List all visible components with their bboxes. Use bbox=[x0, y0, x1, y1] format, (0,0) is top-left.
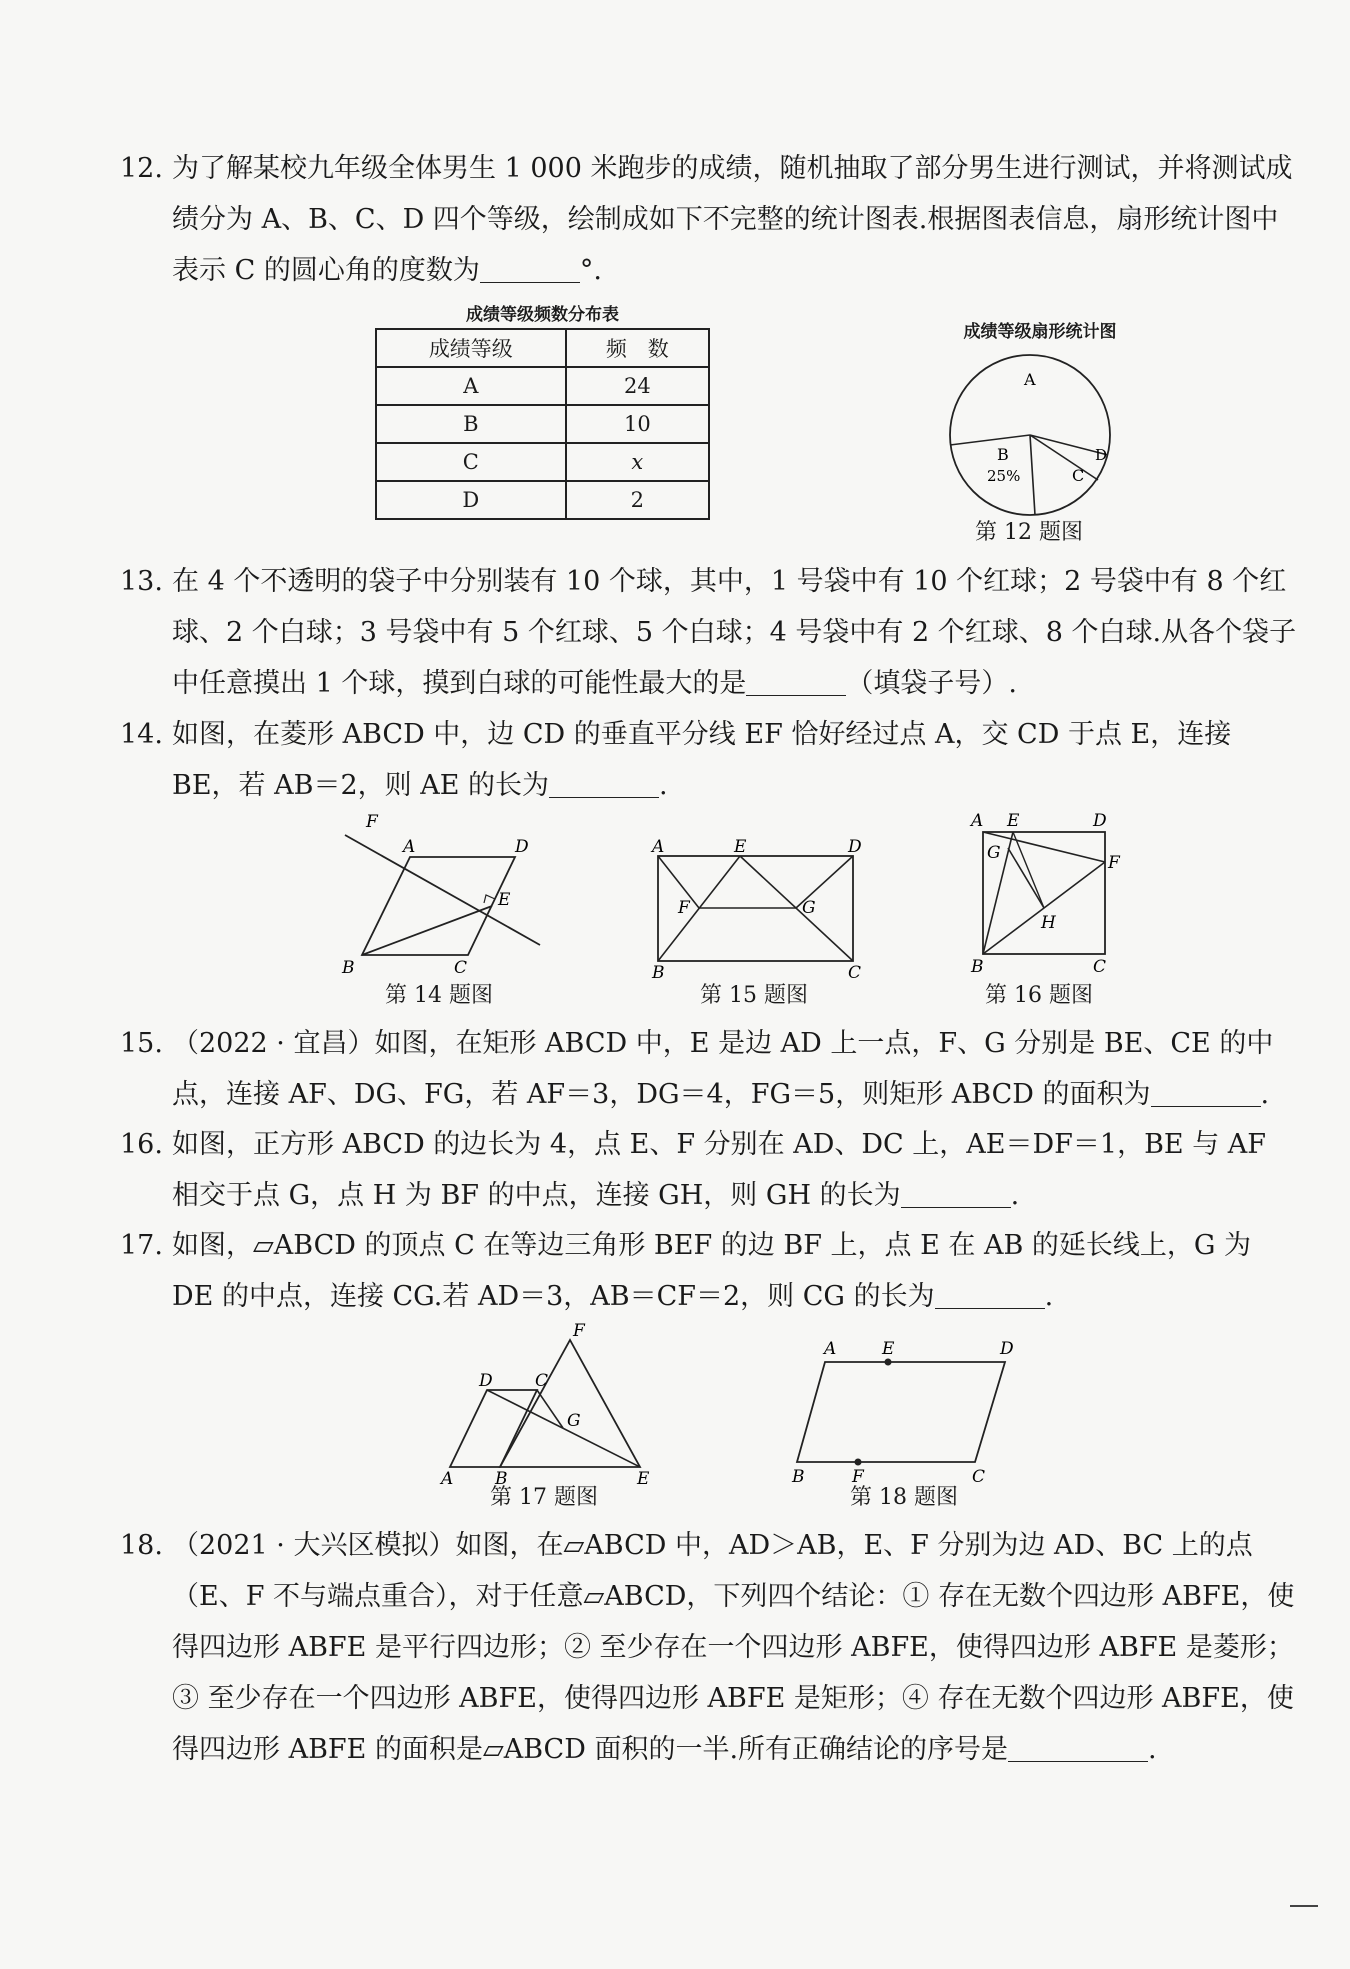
figure-16 bbox=[965, 810, 1120, 980]
label-g: G bbox=[987, 843, 1001, 863]
page-edge-mark bbox=[1290, 1905, 1318, 1907]
label-f: F bbox=[366, 812, 378, 832]
figure-17 bbox=[435, 1321, 655, 1489]
label-f: F bbox=[678, 898, 690, 918]
label-e: E bbox=[637, 1469, 650, 1489]
rhombus-abcd bbox=[362, 857, 515, 955]
label-b: B bbox=[652, 963, 665, 983]
question-14: 14. 如图，在菱形 ABCD 中，边 CD 的垂直平分线 EF 恰好经过点 A，交 CD 于点 E，连接 BE，若 AB＝2，则 AE 的长为 . bbox=[172, 709, 1297, 811]
label-a: A bbox=[971, 811, 984, 831]
label-f: F bbox=[852, 1467, 864, 1487]
pie-label-c: C bbox=[1072, 466, 1085, 485]
table-row bbox=[376, 405, 709, 443]
figure-caption: 第 15 题图 bbox=[700, 983, 808, 1008]
question-text: 如图，在菱形 ABCD 中，边 CD 的垂直平分线 EF 恰好经过点 A，交 CD 于点 E，连接 BE，若 AB＝2，则 AE 的长为 bbox=[172, 719, 1232, 801]
answer-blank[interactable] bbox=[746, 665, 846, 696]
label-a: A bbox=[824, 1339, 837, 1359]
label-a: A bbox=[652, 837, 665, 857]
point-e bbox=[885, 1359, 892, 1366]
pie-label-d: D bbox=[1095, 446, 1108, 464]
label-e: E bbox=[1007, 811, 1020, 831]
table-header-cell: 成绩等级 bbox=[376, 329, 566, 367]
answer-blank[interactable] bbox=[549, 767, 659, 798]
answer-blank[interactable] bbox=[935, 1278, 1045, 1309]
triangle-bef bbox=[500, 1340, 640, 1467]
figure-15 bbox=[650, 837, 865, 983]
segment-gh bbox=[1008, 848, 1044, 908]
label-e: E bbox=[882, 1339, 895, 1359]
answer-blank[interactable] bbox=[1008, 1731, 1148, 1762]
parallelogram-abcd bbox=[450, 1390, 537, 1467]
label-g: G bbox=[567, 1411, 581, 1431]
label-d: D bbox=[1000, 1339, 1014, 1359]
figure-18 bbox=[780, 1335, 1020, 1487]
table-cell: C bbox=[376, 443, 566, 481]
figure-caption: 第 17 题图 bbox=[490, 1485, 598, 1510]
pie-title: 成绩等级扇形统计图 bbox=[963, 322, 1117, 342]
question-number: 18. bbox=[120, 1530, 163, 1561]
question-13: 13. 在 4 个不透明的袋子中分别装有 10 个球，其中，1 号袋中有 10 个红球；2 号袋中有 8 个红球、2 个白球；3 号袋中有 5 个红球、5 个白球；4 号袋中有 2 个红球、8 个白球.从各个袋子中任意摸出 1 个球，摸到白球的可能性最大的是 （填袋子号）. bbox=[172, 556, 1297, 709]
label-a: A bbox=[403, 837, 416, 857]
label-d: D bbox=[848, 837, 862, 857]
question-number: 16. bbox=[120, 1129, 163, 1160]
question-number: 15. bbox=[120, 1028, 163, 1059]
label-d: D bbox=[1093, 811, 1107, 831]
table-header-row bbox=[376, 329, 709, 367]
question-text: （2021 · 大兴区模拟）如图，在▱ABCD 中，AD＞AB，E、F 分别为边 AD、BC 上的点（E、F 不与端点重合），对于任意▱ABCD，下列四个结论：① 存在无数个四边形 ABFE，使得四边形 ABFE 是平行四边形；② 至少存在一个四边形 ABFE，使得四边形 ABFE 是菱形；③ 至少存在一个四边形 ABFE，使得四边形 ABFE 是矩形；④ 存在无数个四边形 ABFE，使得四边形 ABFE 的面积是▱ABCD 面积的一半.所有正确结论的序号是 bbox=[172, 1530, 1295, 1765]
question-15: 15. （2022 · 宜昌）如图，在矩形 ABCD 中，E 是边 AD 上一点，F、G 分别是 BE、CE 的中点，连接 AF、DG、FG，若 AF＝3，DG＝4，FG＝5，则矩形 ABCD 的面积为 . bbox=[172, 1018, 1297, 1120]
label-b: B bbox=[792, 1467, 805, 1487]
figure-caption: 第 12 题图 bbox=[975, 520, 1083, 545]
question-12: 12. 为了解某校九年级全体男生 1 000 米跑步的成绩，随机抽取了部分男生进行测试，并将测试成绩分为 A、B、C、D 四个等级，绘制成如下不完整的统计图表.根据图表信息，扇形统计图中表示 C 的圆心角的度数为 °. bbox=[172, 143, 1297, 296]
label-b: B bbox=[495, 1469, 508, 1489]
label-c: C bbox=[972, 1467, 986, 1487]
label-d: D bbox=[479, 1371, 493, 1391]
segment-de bbox=[487, 1390, 640, 1467]
question-number: 13. bbox=[120, 566, 163, 597]
answer-blank[interactable] bbox=[901, 1177, 1011, 1208]
label-a: A bbox=[441, 1469, 454, 1489]
label-b: B bbox=[342, 958, 355, 978]
table-cell: 10 bbox=[566, 405, 709, 443]
frequency-table bbox=[375, 328, 710, 520]
table-cell: 24 bbox=[566, 367, 709, 405]
label-c: C bbox=[1093, 957, 1107, 977]
segment-af bbox=[983, 832, 1105, 862]
label-e: E bbox=[734, 837, 747, 857]
question-number: 12. bbox=[120, 153, 163, 184]
label-e: E bbox=[498, 890, 511, 910]
label-c: C bbox=[848, 963, 862, 983]
pie-label-a: A bbox=[1024, 370, 1036, 389]
question-17: 17. 如图，▱ABCD 的顶点 C 在等边三角形 BEF 的边 BF 上，点 E 在 AB 的延长线上，G 为 DE 的中点，连接 CG.若 AD＝3，AB＝CF＝2，则 CG 的长为 . bbox=[172, 1220, 1297, 1322]
table-row bbox=[376, 443, 709, 481]
question-text: （2022 · 宜昌）如图，在矩形 ABCD 中，E 是边 AD 上一点，F、G 分别是 BE、CE 的中点，连接 AF、DG、FG，若 AF＝3，DG＝4，FG＝5，则矩形 ABCD 的面积为 bbox=[172, 1028, 1274, 1110]
table-cell: x bbox=[566, 443, 709, 481]
label-f: F bbox=[573, 1321, 585, 1341]
pie-label-b-percent: 25% bbox=[987, 467, 1021, 485]
question-text: 如图，正方形 ABCD 的边长为 4，点 E、F 分别在 AD、DC 上，AE＝DF＝1，BE 与 AF 相交于点 G，点 H 为 BF 的中点，连接 GH，则 GH 的长为 bbox=[172, 1129, 1267, 1211]
question-text: 在 4 个不透明的袋子中分别装有 10 个球，其中，1 号袋中有 10 个红球；2 号袋中有 8 个红球、2 个白球；3 号袋中有 5 个红球、5 个白球；4 号袋中有 2 个红球、8 个白球.从各个袋子中任意摸出 1 个球，摸到白球的可能性最大的是 bbox=[172, 566, 1297, 699]
table-cell: D bbox=[376, 481, 566, 519]
label-g: G bbox=[802, 898, 816, 918]
answer-blank[interactable] bbox=[1151, 1076, 1261, 1107]
figure-14 bbox=[340, 812, 560, 980]
table-cell: 2 bbox=[566, 481, 709, 519]
figure-caption: 第 14 题图 bbox=[385, 983, 493, 1008]
square-abcd bbox=[983, 832, 1105, 954]
parallelogram-abcd bbox=[797, 1362, 1005, 1462]
table-header-cell: 频 数 bbox=[566, 329, 709, 367]
question-text: 如图，▱ABCD 的顶点 C 在等边三角形 BEF 的边 BF 上，点 E 在 AB 的延长线上，G 为 DE 的中点，连接 CG.若 AD＝3，AB＝CF＝2，则 CG 的长为 bbox=[172, 1230, 1252, 1312]
pie-divider bbox=[950, 435, 1030, 445]
figure-caption: 第 16 题图 bbox=[985, 983, 1093, 1008]
point-f bbox=[855, 1459, 862, 1466]
question-text: 为了解某校九年级全体男生 1 000 米跑步的成绩，随机抽取了部分男生进行测试，并将测试成绩分为 A、B、C、D 四个等级，绘制成如下不完整的统计图表.根据图表信息，扇形统计图中表示 C 的圆心角的度数为 bbox=[172, 153, 1293, 286]
answer-blank[interactable] bbox=[480, 252, 580, 283]
figure-caption: 第 18 题图 bbox=[850, 1485, 958, 1510]
pie-chart bbox=[940, 350, 1120, 520]
label-c: C bbox=[535, 1371, 549, 1391]
table-row bbox=[376, 367, 709, 405]
table-cell: B bbox=[376, 405, 566, 443]
question-16: 16. 如图，正方形 ABCD 的边长为 4，点 E、F 分别在 AD、DC 上，AE＝DF＝1，BE 与 AF 相交于点 G，点 H 为 BF 的中点，连接 GH，则 GH 的长为 . bbox=[172, 1119, 1297, 1221]
label-b: B bbox=[971, 957, 984, 977]
pie-divider bbox=[1030, 435, 1035, 515]
question-number: 17. bbox=[120, 1230, 163, 1261]
label-f: F bbox=[1108, 853, 1120, 873]
label-h: H bbox=[1041, 913, 1056, 933]
question-18: 18. （2021 · 大兴区模拟）如图，在▱ABCD 中，AD＞AB，E、F 分别为边 AD、BC 上的点（E、F 不与端点重合），对于任意▱ABCD，下列四个结论：① 存在无数个四边形 ABFE，使得四边形 ABFE 是平行四边形；② 至少存在一个四边形 ABFE，使得四边形 ABFE 是菱形；③ 至少存在一个四边形 ABFE，使得四边形 ABFE 是矩形；④ 存在无数个四边形 ABFE，使得四边形 ABFE 的面积是▱ABCD 面积的一半.所有正确结论的序号是 . bbox=[172, 1520, 1297, 1775]
table-cell: A bbox=[376, 367, 566, 405]
label-c: C bbox=[454, 958, 468, 978]
question-number: 14. bbox=[120, 719, 163, 750]
pie-label-b: B bbox=[997, 445, 1009, 464]
label-d: D bbox=[515, 837, 529, 857]
table-title: 成绩等级频数分布表 bbox=[466, 305, 619, 325]
table-row bbox=[376, 481, 709, 519]
pie-divider bbox=[1030, 435, 1098, 480]
